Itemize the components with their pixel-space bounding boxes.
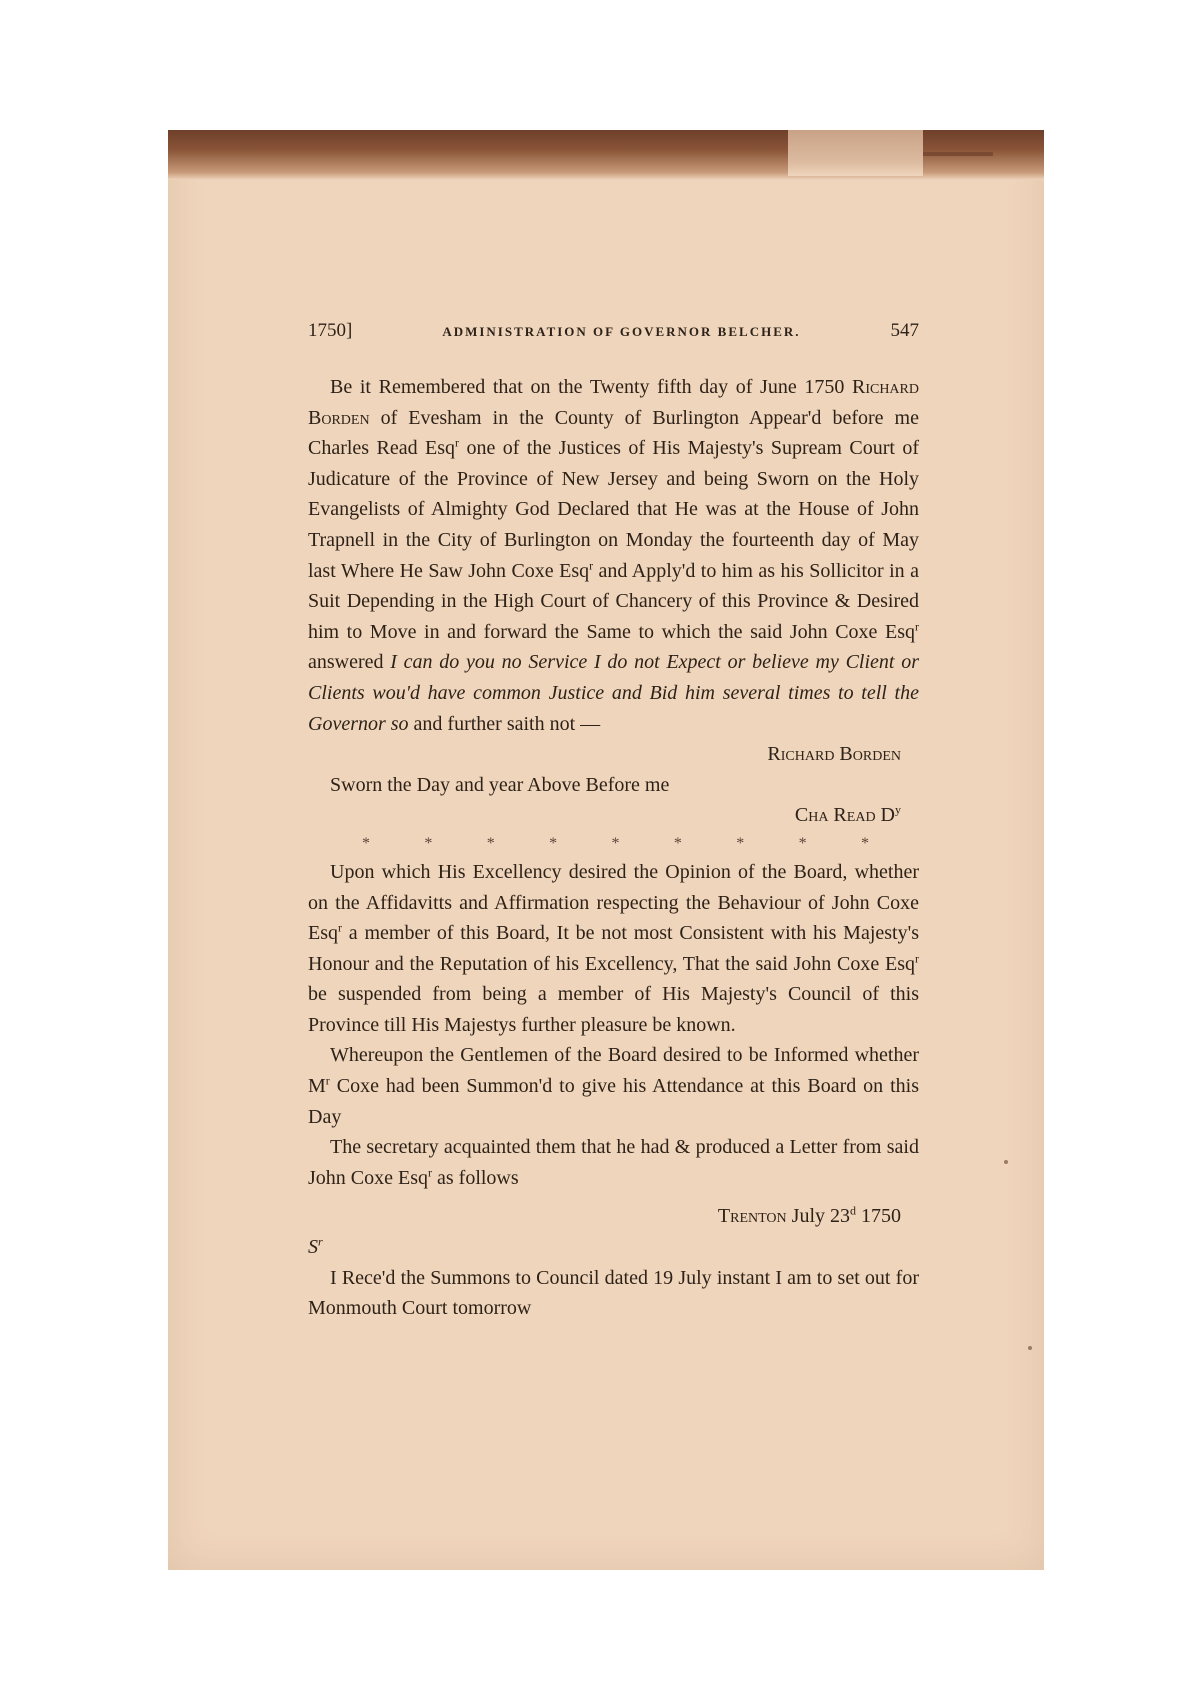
sworn-line: Sworn the Day and year Above Before me <box>330 773 670 796</box>
minutes-paragraph-inquiry: Whereupon the Gentlemen of the Board desired to be Informed whether $M^r$ Coxe had been Summon'd to give his Attendance at this Board on this Day <box>308 1044 919 1128</box>
letter-dateline: Trenton July 23$^d$ 1750 <box>717 1203 901 1228</box>
magistrate-signature: Cha Read $D^y$ <box>794 802 901 827</box>
affidavit-paragraph: Be it Remembered that on the Twenty fifth day of June 1750 Richard Borden of Evesham in the County of Burlington Appear'd before me Charles Read Esq$^r$ one of the Justices of His Majesty's Supream Court of Judicature of the Province of New Jersey and being Sworn on the Holy Evangelists of Almighty God Declared that He was at the House of John Trapnell in the City of Burlington on Monday the fourteenth day of May last Where He Saw John Coxe Esq$^r$ and Apply'd to him as his Sollicitor in a Suit Depending in the High Court of Chancery of this Province & Desired him to Move in and forward the Same to which the said John Coxe Esq$^r$ answered I can do you no Service I do not Expect or believe my Client or Clients wou'd have common Justice and Bid him several times to tell the Governor so and further saith not — <box>308 376 919 735</box>
page-content <box>308 320 919 1324</box>
page-top-edge-mark <box>923 152 993 156</box>
paper-speck <box>1028 1346 1032 1350</box>
paper-speck <box>1004 1160 1008 1164</box>
minutes-paragraph-opinion: Upon which His Excellency desired the Opinion of the Board, whether on the Affidavitts and Affirmation respecting the Behaviour of John Coxe Esq$^r$ a member of this Board, It be not most Consistent with his Majesty's Honour and the Reputation of his Excellency, That the said John Coxe Esq$^r$ be suspended from being a member of His Majesty's Council of this Province till His Majestys further pleasure be known. <box>308 860 919 1036</box>
section-separator: * * * * * * * * * <box>362 834 869 852</box>
minutes-paragraph-letter-intro: The secretary acquainted them that he had & produced a Letter from said John Coxe Esq$^r$ as follows <box>308 1136 919 1189</box>
page-top-edge-gap <box>788 130 923 176</box>
page-number: 547 <box>890 320 919 341</box>
deponent-name: Richard Borden <box>308 376 919 429</box>
quoted-statement: I can do you no Service I do not Expect or believe my Client or Clients wou'd have common Justice and Bid him several times to tell the Governor so <box>308 651 919 735</box>
book-page <box>168 130 1044 1570</box>
running-head-year: 1750] <box>308 320 353 341</box>
deponent-signature: Richard Borden <box>767 743 901 766</box>
letter-salutation: $S^r$ <box>308 1234 323 1259</box>
letter-body: I Rece'd the Summons to Council dated 19 July instant I am to set out for Monmouth Court tomorrow <box>308 1266 919 1320</box>
running-head <box>308 320 919 342</box>
running-head-title: ADMINISTRATION OF GOVERNOR BELCHER. <box>442 324 801 339</box>
